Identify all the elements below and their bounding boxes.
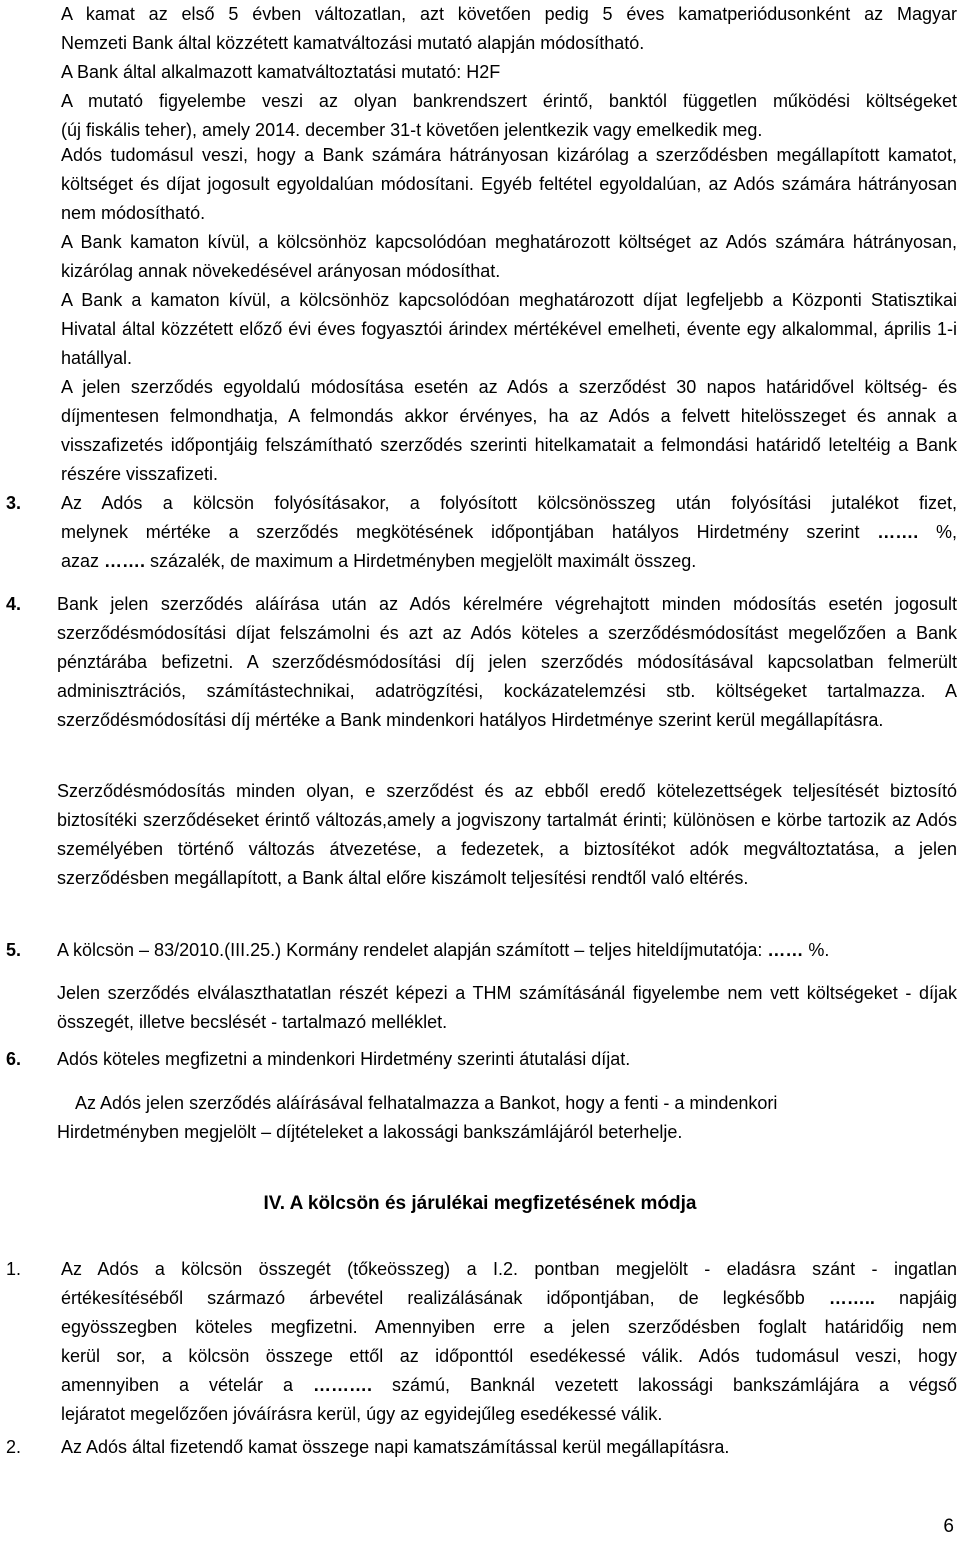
blank-placeholder: …….. [828, 1288, 875, 1308]
paragraph-disbursement-fee [61, 489, 957, 576]
text-line: Az Adós a kölcsön folyósításakor, a folyósított kölcsönösszeg után folyósítási jutalékot fizet, [61, 493, 957, 513]
text-line: (új fiskális teher), amely 2014. december 31-t követően jelentkezik vagy emelkedik meg. [61, 120, 763, 140]
text-line [61, 1284, 957, 1313]
text-span: melynek mértéke a szerződés megkötésének időpontjában hatályos Hirdetmény szerint [61, 522, 878, 542]
text-span: értékesítéséből származó árbevétel realizálásának időpontjában, de legkésőbb [61, 1288, 829, 1308]
text-span: amennyiben a vételár a [61, 1375, 313, 1395]
text-line: A kamat az első 5 évben változatlan, azt követően pedig 5 éves kamatperiódusonként az Magyar [61, 4, 957, 24]
text-span: százalék, de maximum a Hirdetményben megjelölt maximált összeg. [145, 551, 697, 571]
text-line: egyösszegben köteles megfizetni. Amennyiben erre a jelen szerződésben foglalt határidőig nem [61, 1317, 957, 1337]
blank-placeholder: ……. [104, 551, 146, 571]
text-line: lejáratot megelőzően jóváírásra kerül, úgy az egyidejűleg esedékessé válik. [61, 1404, 663, 1424]
item-number: 4. [6, 594, 22, 614]
text-line: A Bank által alkalmazott kamatváltoztatási mutató: H2F [61, 62, 501, 82]
text-line: Az Adós a kölcsön összegét (tőkeösszeg) a I.2. pontban megjelölt - eladásra szánt - ingatlan [61, 1259, 957, 1279]
text-span: %. [803, 940, 830, 960]
text-line: kerül sor, a kölcsön összege ettől az időponttól esedékessé válik. Adós tudomásul veszi, hogy [61, 1346, 957, 1366]
paragraph-authorization [57, 1089, 957, 1147]
paragraph-interest-rate [61, 0, 957, 145]
text-line [61, 547, 957, 576]
text-line [61, 1371, 957, 1400]
paragraph-thm [57, 936, 957, 965]
blank-placeholder: ………. [312, 1375, 372, 1395]
text-line: A mutató figyelembe veszi az olyan bankrendszert érintő, banktól független működési költségeket [61, 91, 957, 111]
item-number: 1. [6, 1259, 22, 1279]
text-span: %, [918, 522, 958, 542]
page-number: 6 [943, 1516, 954, 1537]
blank-placeholder: …… [767, 940, 804, 960]
paragraph-cost-modification: A Bank kamaton kívül, a kölcsönhöz kapcsolódóan meghatározott költséget az Adós számára hátrányosan, kizárólag annak növekedésével arányosan módosíthat. [61, 232, 957, 281]
item-number: 5. [6, 940, 22, 960]
text-span: napjáig [874, 1288, 957, 1308]
text-span: számú, Banknál vezetett lakossági bankszámlájára a végső [372, 1375, 957, 1395]
text-span: azaz [61, 551, 105, 571]
item-number: 6. [6, 1049, 22, 1069]
paragraph-repayment [61, 1255, 957, 1429]
text-span: A kölcsön – 83/2010.(III.25.) Kormány rendelet alapján számított – teljes hiteldíjmutatója: [57, 940, 768, 960]
paragraph-fee-modification: A Bank a kamaton kívül, a kölcsönhöz kapcsolódóan meghatározott díjat legfeljebb a Központi Statisztikai Hivatal által közzétett előző évi éves fogyasztói árindex mértékével emelheti, évente egy alkalommal, április 1-i hatállyal. [61, 290, 957, 368]
text-line: Hirdetményben megjelölt – díjtételeket a lakossági bankszámlájáról beterhelje. [57, 1122, 683, 1142]
text-line [61, 518, 957, 547]
paragraph-interest-calculation: Az Adós által fizetendő kamat összege napi kamatszámítással kerül megállapításra. [61, 1437, 730, 1457]
text-line [57, 936, 957, 965]
blank-placeholder: ……. [877, 522, 919, 542]
paragraph-transfer-fee: Adós köteles megfizetni a mindenkori Hirdetmény szerinti átutalási díjat. [57, 1049, 631, 1069]
paragraph-thm-annex: Jelen szerződés elválaszthatatlan részét képezi a THM számításánál figyelembe nem vett költségeket - díjak összegét, illetve becslését - tartalmazó melléklet. [57, 983, 957, 1032]
paragraph-unilateral-modification: Adós tudomásul veszi, hogy a Bank számára hátrányosan kizárólag a szerződésben megállapított kamatot, költséget és díjat jogosult egyoldalúan módosítani. Egyéb feltétel egyoldalúan, az Adós számára hátrányosan nem módosítható. [61, 145, 957, 223]
section-heading: IV. A kölcsön és járulékai megfizetésének módja [263, 1193, 697, 1214]
paragraph-termination: A jelen szerződés egyoldalú módosítása esetén az Adós a szerződést 30 napos határidővel költség- és díjmentesen felmondhatja, A felmondás akkor érvényes, ha az Adós a felvett hitelösszeget és annak a visszafizetés időpontjáig felszámítható szerződés szerinti hitelkamatait a felmondási határidő leteltéig a Bank részére visszafizeti. [61, 377, 957, 484]
text-line: Az Adós jelen szerződés aláírásával felhatalmazza a Bankot, hogy a fenti - a mindenkori [75, 1093, 778, 1113]
paragraph-modification-fee: Bank jelen szerződés aláírása után az Adós kérelmére végrehajtott minden módosítás esetén jogosult szerződésmódosítási díjat felszámolni és azt az Adós köteles a szerződésmódosítást megelőzően a Bank pénztárába befizetni. A szerződésmódosítási díj jelen szerződés módosításával kapcsolatban felmerült adminisztrációs, számítástechnikai, adatrögzítési, kockázatelemzési stb. költségeket tartalmazza. A szerződésmódosítási díj mértéke a Bank mindenkori hatályos Hirdetménye szerint kerül megállapításra. [57, 594, 957, 730]
text-line: Nemzeti Bank által közzétett kamatváltozási mutató alapján módosítható. [61, 33, 645, 53]
paragraph-modification-definition: Szerződésmódosítás minden olyan, e szerződést és az ebből eredő kötelezettségek teljesítését biztosító biztosítéki szerződéseket érintő változás,amely a jogviszony tartalmát érinti; különösen e körbe tartozik az Adós személyében történő változás átvezetése, a fedezetek, a biztosítékot adók megváltoztatása, a jelen szerződésben megállapított, a Bank által előre kiszámolt teljesítési rendtől való eltérés. [57, 781, 957, 888]
item-number: 2. [6, 1437, 22, 1457]
item-number: 3. [6, 493, 22, 513]
